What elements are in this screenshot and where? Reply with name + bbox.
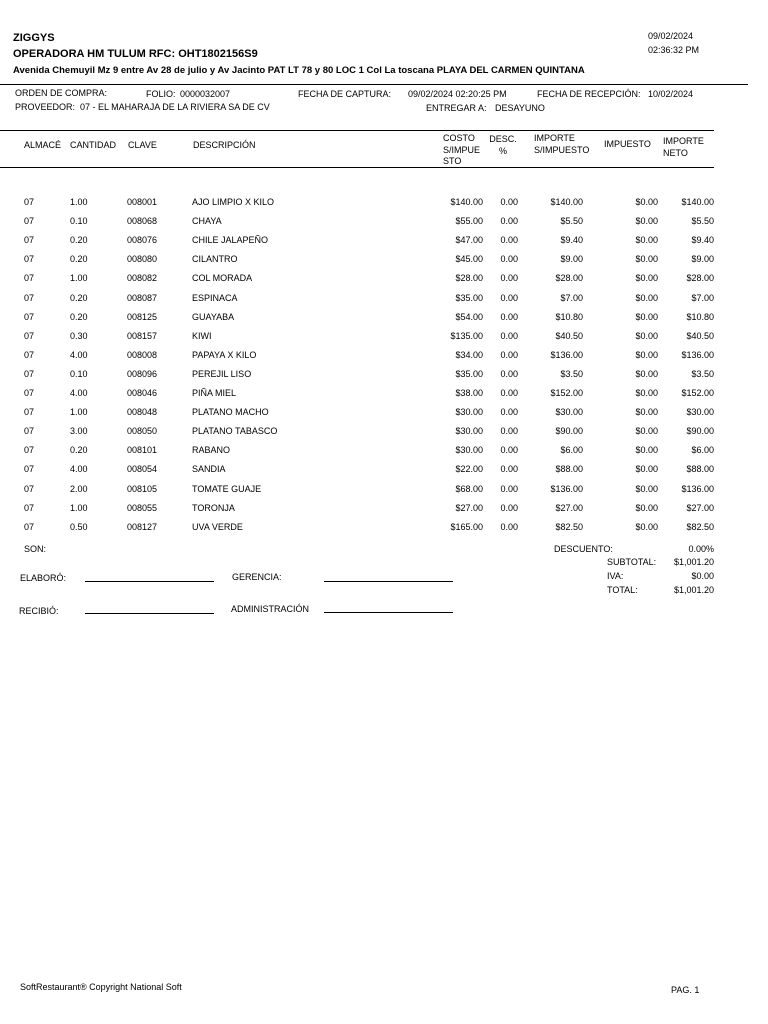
elaboro-signature-line <box>85 581 214 582</box>
cell-almacen: 07 <box>24 388 35 398</box>
table-row <box>0 484 768 503</box>
cell-importe: $3.50 <box>560 368 583 379</box>
col-header-descripcion: DESCRIPCIÓN <box>193 140 256 150</box>
cell-importe-neto: $88.00 <box>686 464 714 475</box>
recepcion-label: FECHA DE RECEPCIÓN: <box>537 89 641 99</box>
descuento-label: DESCUENTO: <box>554 544 613 554</box>
cell-cantidad: 0.20 <box>70 292 88 303</box>
cell-almacen: 07 <box>24 368 35 379</box>
cell-almacen: 07 <box>24 235 35 246</box>
cell-costo: $47.00 <box>455 235 483 246</box>
cell-cantidad: 0.20 <box>70 254 88 265</box>
cell-desc: 0.00 <box>500 330 518 341</box>
administracion-label: ADMINISTRACIÓN <box>231 604 310 614</box>
cell-almacen: 07 <box>24 349 35 360</box>
cell-importe: $40.50 <box>555 330 583 341</box>
cell-almacen: 07 <box>24 407 35 418</box>
cell-almacen: 07 <box>24 445 35 456</box>
cell-clave: 008105 <box>127 483 158 494</box>
folio-label: FOLIO: <box>146 89 176 99</box>
recibio-signature-line <box>85 613 214 614</box>
subtotal-label: SUBTOTAL: <box>607 557 657 567</box>
cell-impuesto: $0.00 <box>635 502 658 513</box>
cell-cantidad: 0.10 <box>70 216 88 227</box>
cell-importe-neto: $28.00 <box>686 273 714 284</box>
table-row <box>0 197 768 216</box>
administracion-signature-line <box>324 612 453 613</box>
entregar-label: ENTREGAR A: <box>426 103 487 113</box>
cell-almacen: 07 <box>24 426 35 437</box>
entregar-value: DESAYUNO <box>495 103 545 113</box>
cell-cantidad: 1.00 <box>70 407 88 418</box>
iva-label: IVA: <box>607 571 624 581</box>
folio-value: 0000032007 <box>180 89 231 99</box>
cell-cantidad: 4.00 <box>70 464 88 475</box>
cell-costo: $22.00 <box>455 464 483 475</box>
recibio-label: RECIBIÓ: <box>19 606 59 616</box>
cell-costo: $68.00 <box>455 483 483 494</box>
col-header-importe-si: IMPORTE S/IMPUESTO <box>534 133 590 155</box>
captura-value: 09/02/2024 02:20:25 PM <box>408 89 507 99</box>
cell-cantidad: 1.00 <box>70 273 88 284</box>
cell-importe-neto: $30.00 <box>686 407 714 418</box>
cell-importe: $6.00 <box>560 445 583 456</box>
col-header-importe-neto: IMPORTE NETO <box>663 136 704 158</box>
cell-descripcion: PAPAYA X KILO <box>192 349 257 360</box>
cell-clave: 008008 <box>127 349 158 360</box>
cell-costo: $30.00 <box>455 445 483 456</box>
table-row <box>0 464 768 483</box>
company-address: Avenida Chemuyil Mz 9 entre Av 28 de julio y Av Jacinto PAT LT 78 y 80 LOC 1 Col La toscana PLAYA DEL CARMEN QUINTANA <box>13 65 585 76</box>
cell-importe-neto: $6.00 <box>691 445 714 456</box>
cell-importe-neto: $27.00 <box>686 502 714 513</box>
cell-impuesto: $0.00 <box>635 521 658 532</box>
cell-descripcion: TOMATE GUAJE <box>192 483 262 494</box>
cell-cantidad: 0.20 <box>70 445 88 456</box>
cell-clave: 008157 <box>127 330 158 341</box>
cell-importe-neto: $136.00 <box>681 349 714 360</box>
cell-almacen: 07 <box>24 197 35 207</box>
col-header-desc: DESC. % <box>489 134 517 156</box>
cell-clave: 008080 <box>127 254 158 265</box>
cell-desc: 0.00 <box>500 426 518 437</box>
legal-name-rfc: OPERADORA HM TULUM RFC: OHT1802156S9 <box>13 48 258 60</box>
orden-label: ORDEN DE COMPRA: <box>15 88 108 98</box>
table-row <box>0 312 768 331</box>
cell-descripcion: PLATANO MACHO <box>192 407 269 418</box>
cell-clave: 008055 <box>127 502 158 513</box>
cell-desc: 0.00 <box>500 368 518 379</box>
col-header-costo: COSTO S/IMPUE STO <box>443 133 481 166</box>
cell-almacen: 07 <box>24 521 35 532</box>
cell-costo: $54.00 <box>455 311 483 322</box>
cell-costo: $28.00 <box>455 273 483 284</box>
cell-costo: $55.00 <box>455 216 483 227</box>
cell-importe-neto: $9.00 <box>691 254 714 265</box>
cell-descripcion: KIWI <box>192 330 212 341</box>
table-row <box>0 522 768 541</box>
cell-importe-neto: $136.00 <box>681 483 714 494</box>
cell-importe: $28.00 <box>555 273 583 284</box>
cell-cantidad: 1.00 <box>70 502 88 513</box>
cell-impuesto: $0.00 <box>635 216 658 227</box>
cell-costo: $35.00 <box>455 368 483 379</box>
cell-importe-neto: $82.50 <box>686 521 714 532</box>
cell-descripcion: TORONJA <box>192 502 235 513</box>
cell-importe-neto: $140.00 <box>681 197 714 207</box>
total-value: $1,001.20 <box>673 585 714 595</box>
proveedor-value: 07 - EL MAHARAJA DE LA RIVIERA SA DE CV <box>80 102 270 112</box>
cell-cantidad: 0.20 <box>70 311 88 322</box>
cell-costo: $30.00 <box>455 407 483 418</box>
table-row <box>0 216 768 235</box>
cell-descripcion: AJO LIMPIO X KILO <box>192 197 275 207</box>
cell-clave: 008048 <box>127 407 158 418</box>
recepcion-value: 10/02/2024 <box>648 89 694 99</box>
table-row <box>0 293 768 312</box>
cell-desc: 0.00 <box>500 311 518 322</box>
cell-descripcion: CILANTRO <box>192 254 238 265</box>
cell-importe: $136.00 <box>550 349 583 360</box>
cell-impuesto: $0.00 <box>635 388 658 398</box>
cell-descripcion: UVA VERDE <box>192 521 243 532</box>
cell-almacen: 07 <box>24 330 35 341</box>
cell-impuesto: $0.00 <box>635 368 658 379</box>
table-row <box>0 273 768 292</box>
cell-clave: 008001 <box>127 197 158 207</box>
col-header-almacen: ALMACÉ <box>24 140 62 150</box>
cell-desc: 0.00 <box>500 502 518 513</box>
cell-impuesto: $0.00 <box>635 311 658 322</box>
cell-impuesto: $0.00 <box>635 407 658 418</box>
print-date: 09/02/2024 <box>648 31 694 41</box>
cell-importe-neto: $90.00 <box>686 426 714 437</box>
cell-importe-neto: $10.80 <box>686 311 714 322</box>
cell-descripcion: RABANO <box>192 445 231 456</box>
subtotal-value: $1,001.20 <box>673 557 714 567</box>
table-row <box>0 350 768 369</box>
cell-desc: 0.00 <box>500 521 518 532</box>
proveedor-label: PROVEEDOR: <box>15 102 76 112</box>
cell-clave: 008125 <box>127 311 158 322</box>
col-header-cantidad: CANTIDAD <box>70 140 117 150</box>
table-row <box>0 503 768 522</box>
cell-descripcion: CHILE JALAPEÑO <box>192 235 269 246</box>
col-header-impuesto: IMPUESTO <box>604 139 651 149</box>
cell-importe-neto: $3.50 <box>691 368 714 379</box>
cell-importe-neto: $152.00 <box>681 388 714 398</box>
cell-importe-neto: $40.50 <box>686 330 714 341</box>
cell-importe: $7.00 <box>560 292 583 303</box>
cell-costo: $45.00 <box>455 254 483 265</box>
cell-cantidad: 3.00 <box>70 426 88 437</box>
cell-desc: 0.00 <box>500 197 518 207</box>
iva-value: $0.00 <box>691 571 714 581</box>
cell-impuesto: $0.00 <box>635 445 658 456</box>
print-time: 02:36:32 PM <box>648 45 700 55</box>
cell-importe: $140.00 <box>550 197 583 207</box>
col-header-clave: CLAVE <box>128 140 157 150</box>
cell-cantidad: 2.00 <box>70 483 88 494</box>
table-row <box>0 254 768 273</box>
cell-descripcion: PEREJIL LISO <box>192 368 252 379</box>
son-label: SON: <box>24 544 47 554</box>
total-label: TOTAL: <box>607 585 638 595</box>
table-row <box>0 445 768 464</box>
cell-impuesto: $0.00 <box>635 197 658 207</box>
header-divider <box>0 84 748 85</box>
cell-costo: $38.00 <box>455 388 483 398</box>
cell-desc: 0.00 <box>500 445 518 456</box>
cell-almacen: 07 <box>24 292 35 303</box>
cell-almacen: 07 <box>24 502 35 513</box>
company-name: ZIGGYS <box>13 32 55 44</box>
cell-cantidad: 0.50 <box>70 521 88 532</box>
cell-impuesto: $0.00 <box>635 273 658 284</box>
page-number: PAG. 1 <box>671 985 700 995</box>
cell-descripcion: PLATANO TABASCO <box>192 426 278 437</box>
cell-clave: 008068 <box>127 216 158 227</box>
cell-clave: 008076 <box>127 235 158 246</box>
table-row <box>0 407 768 426</box>
cell-clave: 008082 <box>127 273 158 284</box>
table-row <box>0 426 768 445</box>
table-row <box>0 331 768 350</box>
cell-importe: $152.00 <box>550 388 583 398</box>
cell-desc: 0.00 <box>500 273 518 284</box>
footer-copyright: SoftRestaurant® Copyright National Soft <box>20 982 182 992</box>
cell-descripcion: ESPINACA <box>192 292 238 303</box>
cell-clave: 008127 <box>127 521 158 532</box>
descuento-value: 0.00% <box>688 544 714 554</box>
cell-almacen: 07 <box>24 273 35 284</box>
cell-clave: 008101 <box>127 445 158 456</box>
table-header-divider <box>0 167 714 168</box>
cell-cantidad: 4.00 <box>70 349 88 360</box>
cell-descripcion: CHAYA <box>192 216 222 227</box>
cell-clave: 008050 <box>127 426 158 437</box>
cell-costo: $165.00 <box>450 521 483 532</box>
cell-importe: $136.00 <box>550 483 583 494</box>
gerencia-signature-line <box>324 581 453 582</box>
cell-almacen: 07 <box>24 464 35 475</box>
cell-desc: 0.00 <box>500 407 518 418</box>
table-top-divider <box>0 130 714 131</box>
cell-importe: $88.00 <box>555 464 583 475</box>
cell-importe: $9.00 <box>560 254 583 265</box>
cell-cantidad: 0.10 <box>70 368 88 379</box>
cell-cantidad: 0.20 <box>70 235 88 246</box>
cell-impuesto: $0.00 <box>635 330 658 341</box>
table-row <box>0 369 768 388</box>
cell-importe: $10.80 <box>555 311 583 322</box>
cell-clave: 008096 <box>127 368 158 379</box>
cell-costo: $135.00 <box>450 330 483 341</box>
gerencia-label: GERENCIA: <box>232 572 282 582</box>
cell-desc: 0.00 <box>500 388 518 398</box>
cell-desc: 0.00 <box>500 254 518 265</box>
cell-importe-neto: $7.00 <box>691 292 714 303</box>
cell-importe-neto: $5.50 <box>691 216 714 227</box>
cell-importe: $9.40 <box>560 235 583 246</box>
cell-importe: $5.50 <box>560 216 583 227</box>
cell-costo: $34.00 <box>455 349 483 360</box>
cell-impuesto: $0.00 <box>635 349 658 360</box>
cell-importe-neto: $9.40 <box>691 235 714 246</box>
cell-descripcion: COL MORADA <box>192 273 253 284</box>
cell-cantidad: 0.30 <box>70 330 88 341</box>
cell-almacen: 07 <box>24 483 35 494</box>
cell-impuesto: $0.00 <box>635 483 658 494</box>
cell-almacen: 07 <box>24 311 35 322</box>
cell-descripcion: PIÑA MIEL <box>192 388 237 398</box>
cell-cantidad: 1.00 <box>70 197 88 207</box>
cell-impuesto: $0.00 <box>635 235 658 246</box>
cell-almacen: 07 <box>24 254 35 265</box>
cell-almacen: 07 <box>24 216 35 227</box>
cell-costo: $35.00 <box>455 292 483 303</box>
cell-costo: $140.00 <box>450 197 483 207</box>
cell-importe: $30.00 <box>555 407 583 418</box>
table-row <box>0 235 768 254</box>
table-row <box>0 388 768 407</box>
cell-desc: 0.00 <box>500 349 518 360</box>
cell-impuesto: $0.00 <box>635 254 658 265</box>
cell-impuesto: $0.00 <box>635 292 658 303</box>
cell-clave: 008054 <box>127 464 158 475</box>
cell-costo: $30.00 <box>455 426 483 437</box>
cell-impuesto: $0.00 <box>635 426 658 437</box>
cell-descripcion: SANDIA <box>192 464 226 475</box>
cell-desc: 0.00 <box>500 483 518 494</box>
cell-impuesto: $0.00 <box>635 464 658 475</box>
cell-importe: $90.00 <box>555 426 583 437</box>
cell-desc: 0.00 <box>500 292 518 303</box>
cell-clave: 008046 <box>127 388 158 398</box>
cell-importe: $27.00 <box>555 502 583 513</box>
elaboro-label: ELABORÓ: <box>20 573 67 583</box>
cell-desc: 0.00 <box>500 464 518 475</box>
cell-importe: $82.50 <box>555 521 583 532</box>
cell-desc: 0.00 <box>500 216 518 227</box>
cell-descripcion: GUAYABA <box>192 311 235 322</box>
cell-costo: $27.00 <box>455 502 483 513</box>
cell-cantidad: 4.00 <box>70 388 88 398</box>
cell-desc: 0.00 <box>500 235 518 246</box>
cell-clave: 008087 <box>127 292 158 303</box>
captura-label: FECHA DE CAPTURA: <box>298 89 392 99</box>
